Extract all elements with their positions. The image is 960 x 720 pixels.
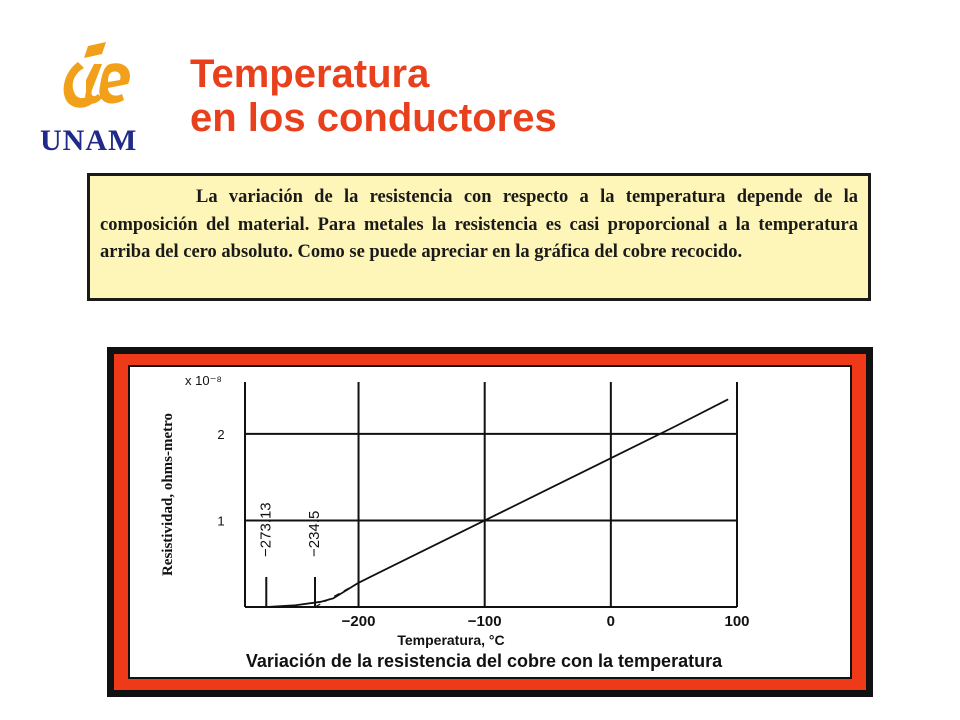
- title-line-1: Temperatura: [190, 52, 430, 96]
- unam-logo-icon: [58, 40, 136, 118]
- x-tick-label: 100: [724, 613, 750, 630]
- resistivity-line: [266, 399, 728, 607]
- logo-text: UNAM: [40, 124, 138, 157]
- page-title: [190, 52, 557, 140]
- x-axis-label: Temperatura, °C: [397, 632, 505, 648]
- title-line-2: en los conductores: [190, 96, 557, 140]
- chart-border: [114, 354, 866, 690]
- x-tick-label: 0: [606, 613, 616, 630]
- y-multiplier-label: x 10⁻⁸: [185, 373, 222, 388]
- description-box: [87, 173, 871, 301]
- description-text: La variación de la resistencia con respecto a la temperatura depende de la composición del material. Para metales la resistencia es casi proporcional a la temperatura arriba del cero absoluto. Como se puede apreciar en la gráfica del cobre recocido.: [100, 187, 858, 262]
- y-axis-label: Resistividad, ohms-metro: [160, 412, 176, 577]
- chart-panel: [128, 365, 852, 679]
- annotation-label: −273.13: [257, 502, 275, 557]
- unam-logo: [40, 40, 150, 160]
- y-tick-label: 1: [217, 513, 225, 529]
- chart-frame: [107, 347, 873, 697]
- x-tick-label: −100: [467, 613, 502, 630]
- y-tick-label: 2: [217, 426, 225, 442]
- annotation-label: −234.5: [306, 510, 324, 557]
- chart-caption: Variación de la resistencia del cobre con la temperatura: [245, 651, 723, 671]
- resistivity-chart: [130, 367, 838, 681]
- x-tick-label: −200: [341, 613, 376, 630]
